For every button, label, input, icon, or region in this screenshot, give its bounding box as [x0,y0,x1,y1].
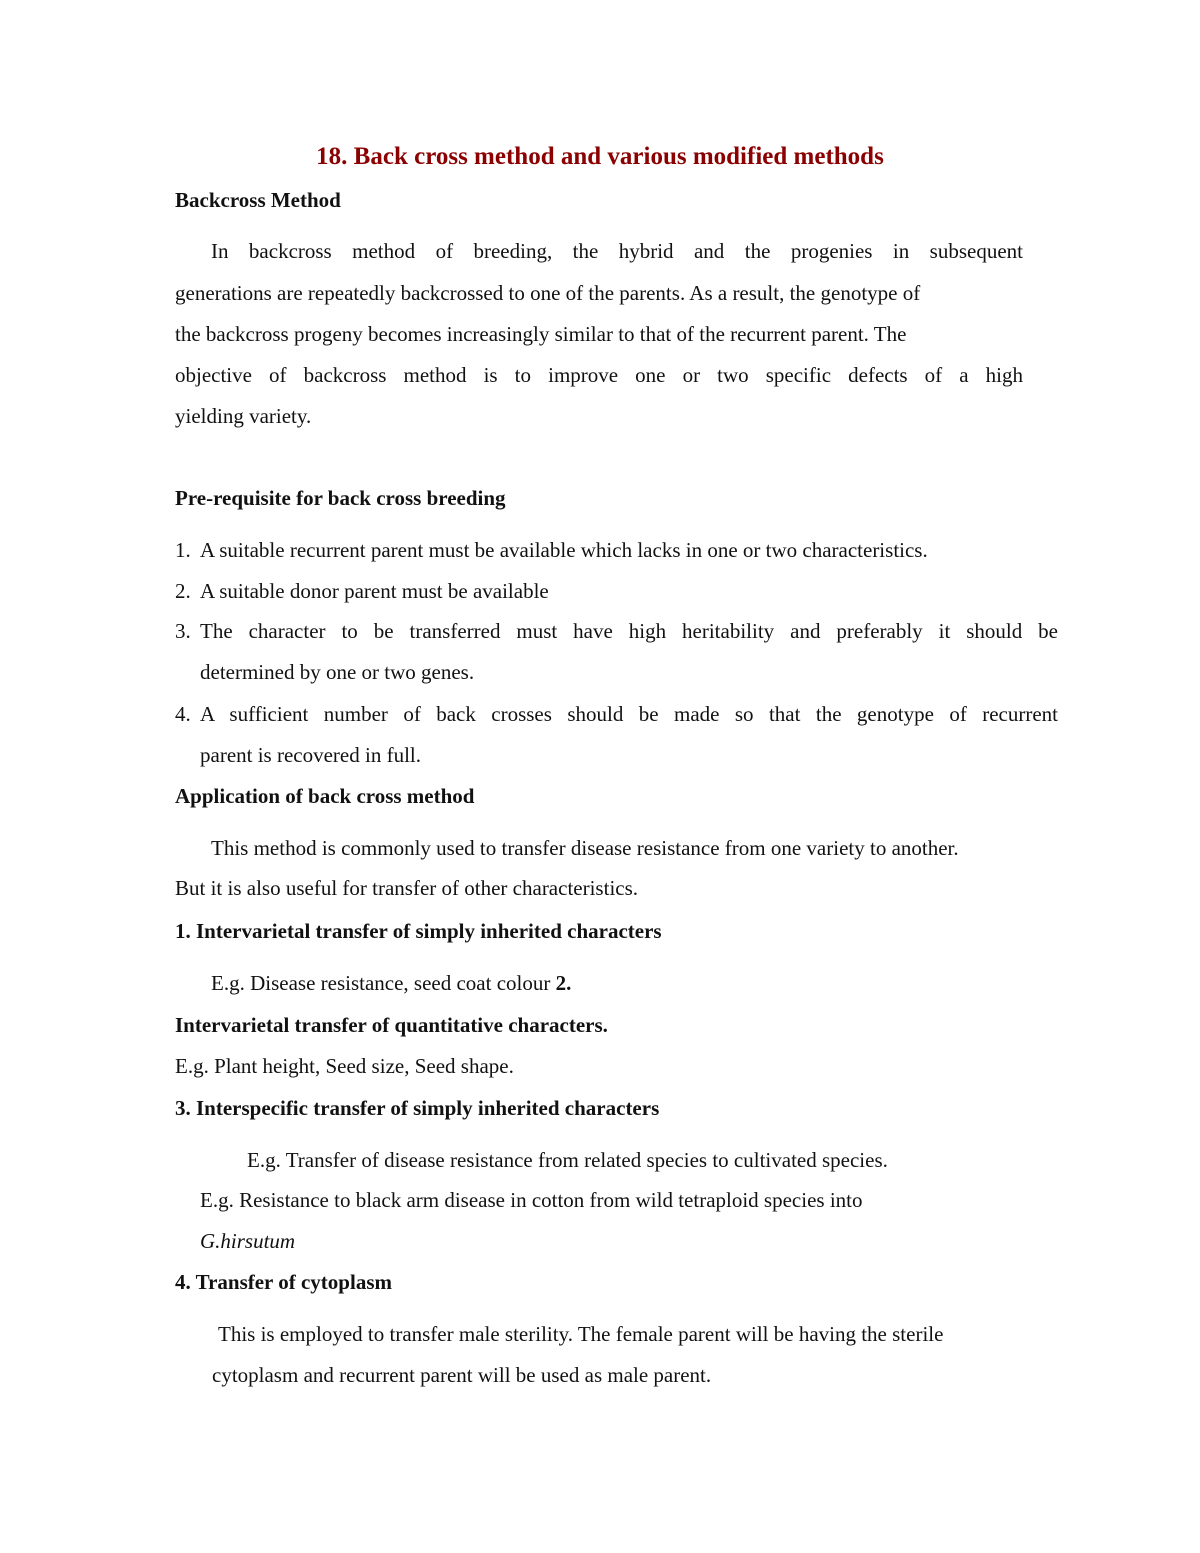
paragraph-line: generations are repeatedly backcrossed to one of the parents. As a result, the genotype of [175,281,921,305]
example-text: E.g. Disease resistance, seed coat colour [211,971,551,995]
example-line: E.g. Plant height, Seed size, Seed shape. [175,1054,514,1078]
paragraph-line: But it is also useful for transfer of other characteristics. [175,876,639,900]
page-title: 18. Back cross method and various modified methods [316,143,884,170]
paragraph-line: the backcross progeny becomes increasingly similar to that of the recurrent parent. The [175,322,907,346]
list-number: 3. [175,619,191,643]
subheading-intervarietal-quantitative: Intervarietal transfer of quantitative characters. [175,1013,608,1037]
example-line: E.g. Resistance to black arm disease in cotton from wild tetraploid species into [200,1188,863,1212]
example-line: E.g. Transfer of disease resistance from related species to cultivated species. [247,1148,888,1172]
trailing-number: 2. [555,971,572,995]
subheading-interspecific: 3. Interspecific transfer of simply inherited characters [175,1096,660,1120]
list-item-continuation: parent is recovered in full. [200,743,421,767]
list-item: A suitable recurrent parent must be available which lacks in one or two characteristics. [200,538,928,562]
paragraph-line: yielding variety. [175,404,312,428]
list-item: A sufficient number of back crosses should be made so that the genotype of recurrent [200,702,1058,726]
paragraph-line: cytoplasm and recurrent parent will be used as male parent. [212,1363,712,1387]
list-number: 1. [175,538,191,562]
section-heading-prerequisite: Pre-requisite for back cross breeding [175,486,506,510]
list-number: 2. [175,579,191,603]
list-item: The character to be transferred must have high heritability and preferably it should be [200,619,1058,643]
paragraph-line: objective of backcross method is to improve one or two specific defects of a high [175,363,1023,387]
example-line [211,968,571,998]
paragraph-line: In backcross method of breeding, the hybrid and the progenies in subsequent [211,239,1023,263]
paragraph-line: This method is commonly used to transfer disease resistance from one variety to another. [211,836,959,860]
list-item-continuation: determined by one or two genes. [200,660,475,684]
paragraph-line: This is employed to transfer male sterility. The female parent will be having the sterile [218,1322,944,1346]
subheading-cytoplasm: 4. Transfer of cytoplasm [175,1270,392,1294]
species-name: G.hirsutum [200,1229,296,1253]
subheading-intervarietal-simple: 1. Intervarietal transfer of simply inherited characters [175,919,662,943]
list-item: A suitable donor parent must be available [200,579,549,603]
list-number: 4. [175,702,191,726]
section-heading-application: Application of back cross method [175,784,475,808]
section-heading-backcross-method: Backcross Method [175,188,341,212]
